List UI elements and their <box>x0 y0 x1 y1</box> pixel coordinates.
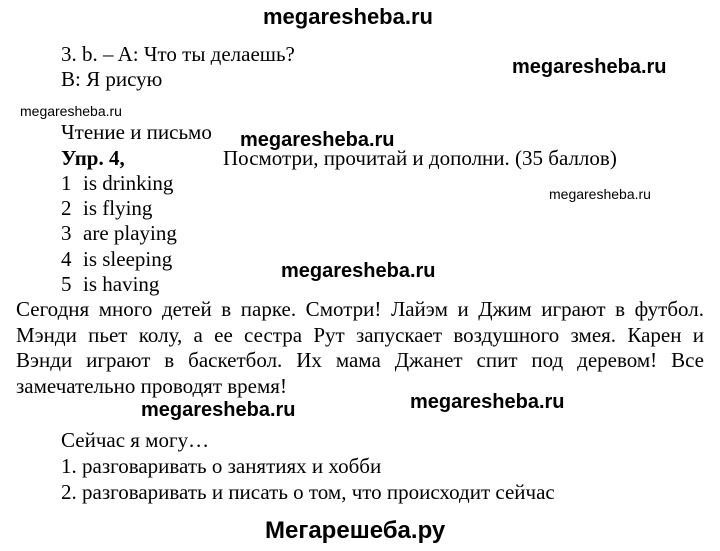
can-do-item: 2. разговаривать и писать о том, что происходит сейчас <box>61 480 555 504</box>
answer-number: 1 <box>61 171 72 195</box>
answer-number: 4 <box>61 247 72 271</box>
answer-number: 5 <box>61 272 72 296</box>
paragraph-line: замечательно проводят время! <box>16 373 287 398</box>
watermark-left-small: megaresheba.ru <box>20 103 122 119</box>
answer-item <box>61 171 173 195</box>
answer-item <box>61 196 152 220</box>
dialogue-line-a: 3. b. – A: Что ты делаешь? <box>61 42 295 66</box>
exercise-label: Упр. 4, <box>61 146 125 170</box>
answer-text: is sleeping <box>83 247 173 271</box>
exercise-instruction: Посмотри, прочитай и дополни. (35 баллов) <box>223 146 617 170</box>
story-paragraph <box>16 297 704 399</box>
watermark-right-2: megaresheba.ru <box>410 391 565 413</box>
paragraph-line: Сегодня много детей в парке. Смотри! Лайэм и Джим играют в футбол. <box>16 297 704 321</box>
answer-text: is drinking <box>83 171 174 195</box>
answer-text: is having <box>83 272 160 296</box>
answer-text: are playing <box>83 221 177 245</box>
watermark-center: megaresheba.ru <box>240 129 395 151</box>
dialogue-line-b: B: Я рисую <box>61 67 163 91</box>
answer-item <box>61 221 177 245</box>
watermark-top: megaresheba.ru <box>263 4 433 29</box>
answer-number: 3 <box>61 221 72 245</box>
answer-item <box>61 247 172 271</box>
paragraph-line: Мэнди пьет колу, а ее сестра Рут запускает воздушного змея. Карен и <box>16 322 704 347</box>
can-do-item: 1. разговаривать о занятиях и хобби <box>61 454 382 478</box>
answer-number: 2 <box>61 196 72 220</box>
watermark-right-small: megaresheba.ru <box>549 186 651 202</box>
watermark-right: megaresheba.ru <box>512 56 667 78</box>
answer-item <box>61 272 159 296</box>
section-title: Чтение и письмо <box>61 120 212 144</box>
paragraph-line: Вэнди играют в баскетбол. Их мама Джанет спит под деревом! Все <box>16 348 704 372</box>
watermark-bottom: Мегарешеба.ру <box>265 517 446 544</box>
watermark-left-2: megaresheba.ru <box>141 399 296 421</box>
watermark-center-2: megaresheba.ru <box>281 260 436 282</box>
answer-text: is flying <box>83 196 153 220</box>
can-do-title: Сейчас я могу… <box>61 428 210 452</box>
